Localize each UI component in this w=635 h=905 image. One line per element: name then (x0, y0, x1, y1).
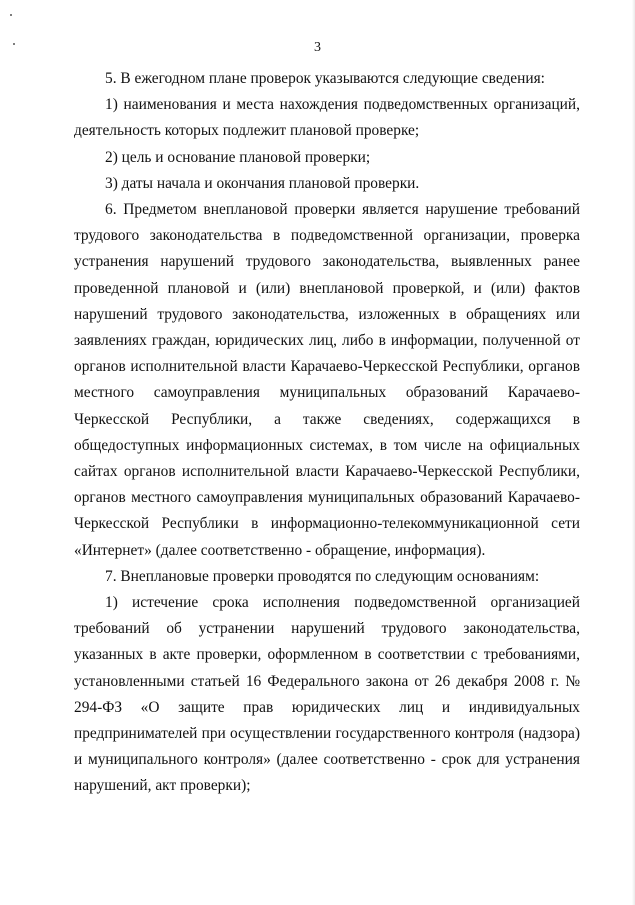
paragraph-7-intro: 7. Внеплановые проверки проводятся по следующим основаниям: (105, 567, 540, 585)
paragraph-5-intro: 5. В ежегодном плане проверок указываются следующие сведения: (105, 70, 545, 87)
document-body (74, 66, 580, 800)
paragraph-5-item-3: 3) даты начала и окончания плановой проверки. (105, 174, 420, 192)
paragraph-6: 6. Предметом внеплановой проверки является нарушение требований трудового законодательства в подведомственной организации, проверка устранения нарушений трудового законодательства, выявленных ранее проведенной плановой и (или) внеплановой проверкой, и (или) фактов нарушений трудового законодательства, изложенных в обращениях или заявлениях граждан, юридических лиц, либо в информации, полученной от органов исполнительной власти Карачаево-Черкесской Республики, органов местного самоуправления муниципальных образований Карачаево-Черкесской Республики, а также сведениях, содержащихся в общедоступных информационных системах, в том числе на официальных сайтах органов исполнительной власти Карачаево-Черкесской Республики, органов местного самоуправления муниципальных образований Карачаево-Черкесской Республики в информационно-телекоммуникационной сети «Интернет» (далее соответственно - обращение, информация). (74, 201, 580, 559)
paragraph-5-item-1: 1) наименования и места нахождения подведомственных организаций, деятельность которых подлежит плановой проверке; (74, 96, 580, 140)
paragraph-7-item-1: 1) истечение срока исполнения подведомственной организацией требований об устранении нарушений трудового законодательства, указанных в акте проверки, оформленном в соответствии с требованиями, установленными статьей 16 Федерального закона от 26 декабря 2008 г. № 294-ФЗ «О защите прав юридических лиц и индивидуальных предпринимателей при осуществлении государственного контроля (надзора) и муниципального контроля» (далее соответственно - срок для устранения нарушений, акт проверки); (74, 594, 580, 795)
paragraph-5-item-2: 2) цель и основание плановой проверки; (105, 148, 371, 166)
page-number: 3 (314, 40, 321, 55)
scan-speck (10, 14, 12, 16)
